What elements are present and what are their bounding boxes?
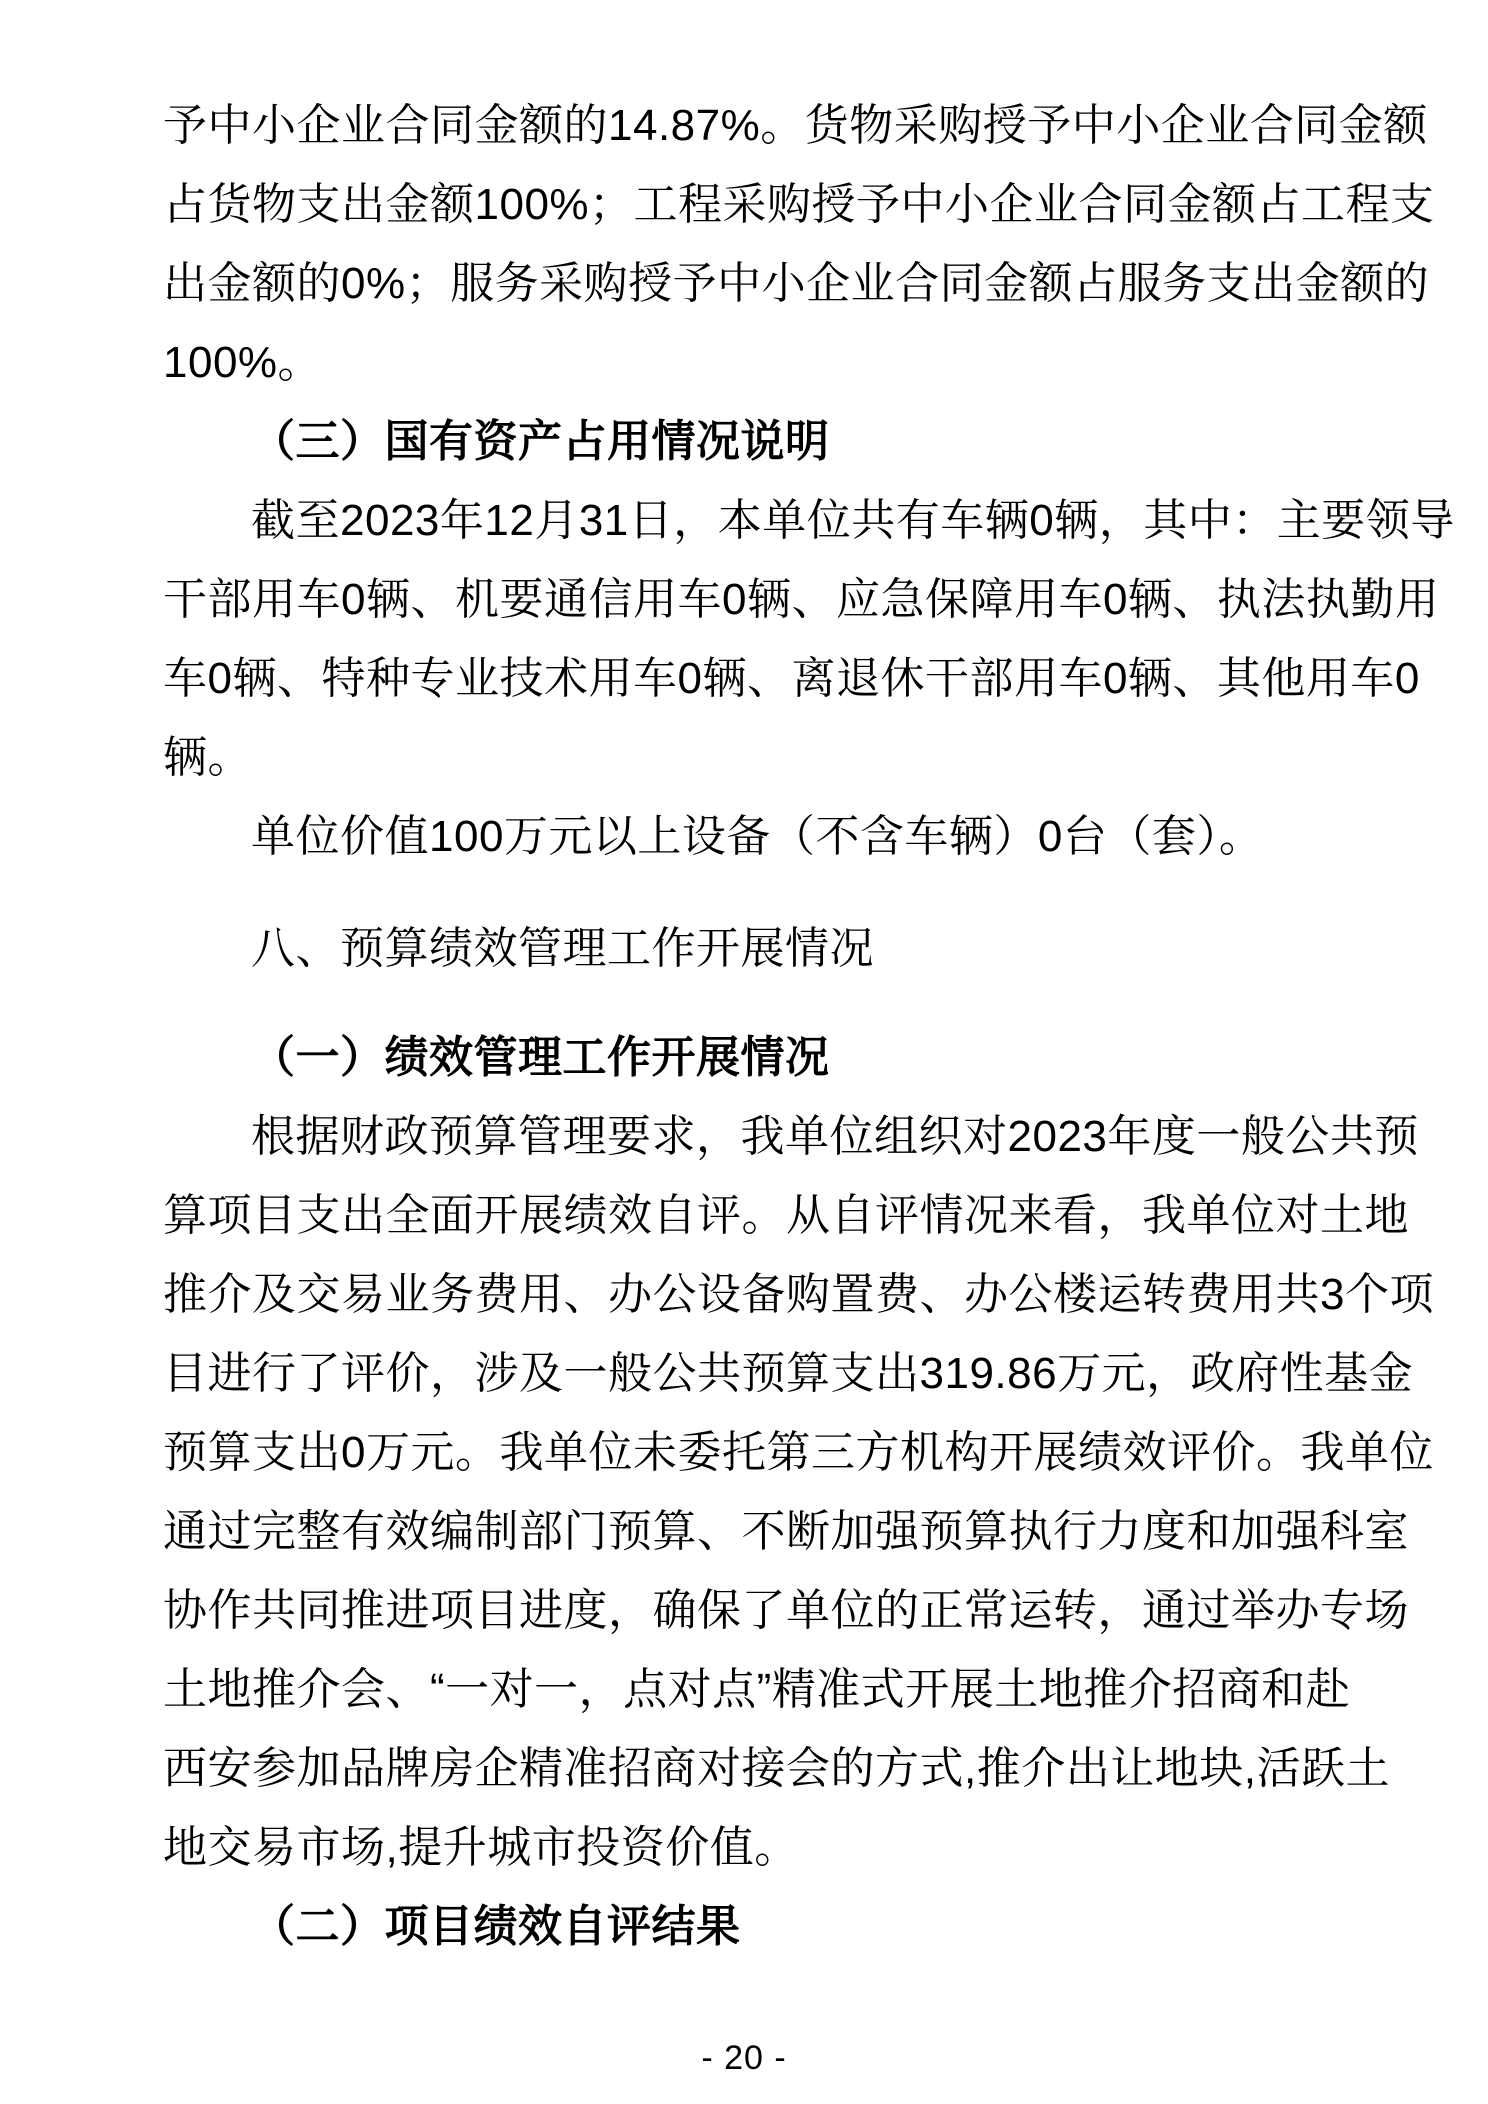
body-line: 推介及交易业务费用、办公设备购置费、办公楼运转费用共3个项 (163, 1270, 1434, 1319)
body-line: 予中小企业合同金额的14.87%。货物采购授予中小企业合同金额 (163, 101, 1428, 150)
body-line: 算项目支出全面开展绩效自评。从自评情况来看，我单位对土地 (163, 1191, 1409, 1240)
body-line: 预算支出0万元。我单位未委托第三方机构开展绩效评价。我单位 (163, 1428, 1434, 1477)
body-line: 车0辆、特种专业技术用车0辆、离退休干部用车0辆、其他用车0 (163, 654, 1420, 703)
body-line: 根据财政预算管理要求，我单位组织对2023年度一般公共预 (251, 1112, 1419, 1161)
body-line: 占货物支出金额100%；工程采购授予中小企业合同金额占工程支 (163, 180, 1435, 229)
body-line: 100%。 (163, 338, 323, 387)
subheading-state-assets-usage: （三）国有资产占用情况说明 (251, 417, 830, 466)
body-line: 单位价值100万元以上设备（不含车辆）0台（套）。 (251, 812, 1264, 861)
subheading-project-self-evaluation: （二）项目绩效自评结果 (251, 1902, 741, 1951)
page-number: - 20 - (701, 2039, 787, 2077)
body-line: 辆。 (163, 733, 252, 782)
body-line: 截至2023年12月31日，本单位共有车辆0辆，其中：主要领导 (251, 496, 1455, 545)
body-line: 地交易市场,提升城市投资价值。 (163, 1823, 799, 1872)
body-line: 协作共同推进项目进度，确保了单位的正常运转，通过举办专场 (163, 1586, 1409, 1635)
body-line: 干部用车0辆、机要通信用车0辆、应急保障用车0辆、执法执勤用 (163, 575, 1440, 624)
section-heading-budget-performance: 八、预算绩效管理工作开展情况 (251, 924, 874, 973)
subheading-performance-management: （一）绩效管理工作开展情况 (251, 1033, 830, 1082)
body-line: 目进行了评价，涉及一般公共预算支出319.86万元，政府性基金 (163, 1349, 1414, 1398)
body-line: 西安参加品牌房企精准招商对接会的方式,推介出让地块,活跃土 (163, 1744, 1390, 1793)
document-body (163, 86, 1455, 1966)
body-line: 土地推介会、“一对一，点对点”精准式开展土地推介招商和赴 (163, 1665, 1351, 1714)
body-line: 通过完整有效编制部门预算、不断加强预算执行力度和加强科室 (163, 1507, 1409, 1556)
body-line: 出金额的0%；服务采购授予中小企业合同金额占服务支出金额的 (163, 259, 1430, 308)
